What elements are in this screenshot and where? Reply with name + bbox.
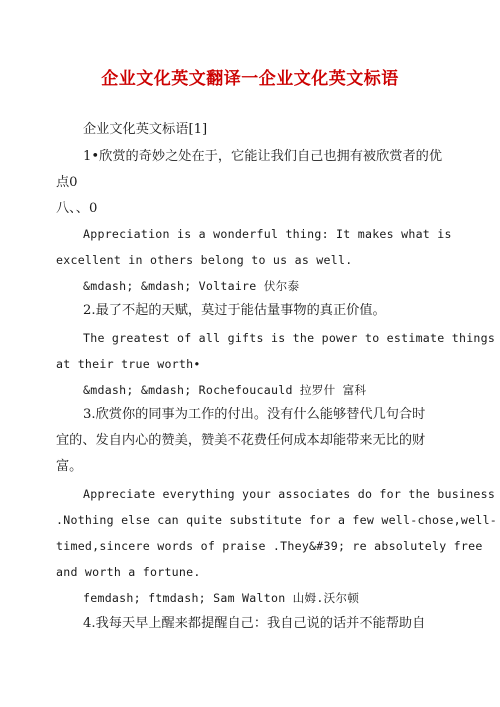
section-heading: 企业文化英文标语[1]: [83, 122, 208, 137]
attribution-line: &mdash; &mdash; Voltaire 伏尔泰: [83, 279, 300, 293]
quote-line: and worth a fortune.: [56, 565, 201, 579]
paragraph-line: 八、、0: [56, 201, 98, 216]
attribution-line: femdash; ftmdash; Sam Walton 山姆.沃尔顿: [83, 591, 360, 605]
paragraph-line: 富。: [56, 459, 83, 474]
paragraph-line: 1•欣赏的奇妙之处在于，它能让我们自己也拥有被欣赏者的优: [83, 149, 443, 164]
document-title: 企业文化英文翻译一企业文化英文标语: [101, 69, 399, 89]
paragraph-line: 2.最了不起的天赋，莫过于能估量事物的真正价值。: [83, 303, 386, 318]
attribution-line: &mdash; &mdash; Rochefoucauld 拉罗什 富科: [83, 383, 367, 397]
paragraph-line: 3.欣赏你的同事为工作的付出。没有什么能够替代几句合时: [83, 407, 426, 422]
paragraph-line: 宜的、发自内心的赞美，赞美不花费任何成本却能带来无比的财: [56, 433, 426, 448]
quote-line: .Nothing else can quite substitute for a few well-chose,well-: [56, 513, 498, 527]
quote-line: timed,sincere words of praise .They&#39; re absolutely free: [56, 539, 483, 553]
quote-line: at their true worth•: [56, 357, 201, 371]
quote-line: Appreciation is a wonderful thing: It makes what is: [83, 227, 452, 241]
paragraph-line: 点0: [56, 175, 78, 190]
quote-line: The greatest of all gifts is the power to estimate things: [83, 331, 496, 345]
quote-line: Appreciate everything your associates do for the business: [83, 487, 496, 501]
quote-line: excellent in others belong to us as well.: [56, 253, 353, 267]
paragraph-line: 4.我每天早上醒来都提醒自己：我自己说的话并不能帮助自: [83, 616, 426, 631]
